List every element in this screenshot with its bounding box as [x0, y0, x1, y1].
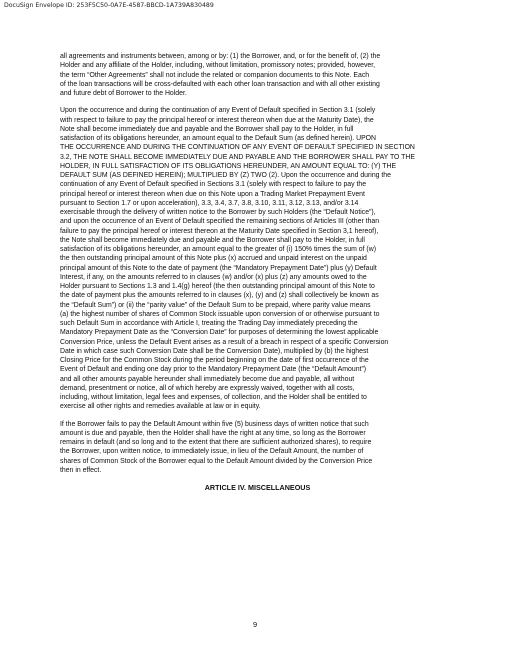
article-heading: ARTICLE IV. MISCELLANEOUS: [204, 483, 311, 492]
page-number: 9: [252, 620, 258, 629]
paragraph-other-agreements: all agreements and instruments between, among or by: (1) the Borrower, and, or for the benefit of, (2) the Holder and any affiliate of the Holder, including, without limitation, promissory notes; provided, however, the term “Other Agreements” shall not include the related or companion documents to this Note. Each of the loan transactions will be cross-defaulted with each other loan transaction and with all other existing and future debt of Borrower to the Holder.: [60, 53, 381, 97]
envelope-id: DocuSign Envelope ID: 253F5C50-0A7E-4587-BBCD-1A739A830489: [4, 2, 214, 9]
document-body: [60, 52, 455, 492]
paragraph-default-remedies: Upon the occurrence and during the continuation of any Event of Default specified in Section 3.1 (solely with respect to failure to pay the principal hereof or interest thereon when due at the Maturity Date), the Note shall become immediately due and payable and the Borrower shall pay to the Holder, in full satisfaction of its obligations hereunder, an amount equal to the Default Sum (as defined herein). UPON THE OCCURRENCE AND DURING THE CONTINUATION OF ANY EVENT OF DEFAULT SPECIFIED IN SECTION 3.2, THE NOTE SHALL BECOME IMMEDIATELY DUE AND PAYABLE AND THE BORROWER SHALL PAY TO THE HOLDER, IN FULL SATISFACTION OF ITS OBLIGATIONS HEREUNDER, AN AMOUNT EQUAL TO: (Y) THE DEFAULT SUM (AS DEFINED HEREIN); MULTIPLIED BY (Z) TWO (2). Upon the occurrence and during the continuation of any Event of Default specified in Sections 3.1 (solely with respect to failure to pay the principal hereof or interest thereon when due on this Note upon a Trading Market Prepayment Event pursuant to Section 1.7 or upon acceleration), 3.3, 3.4, 3.7, 3.8, 3.10, 3.11, 3.12, 3.13, and/or 3.14 exercisable through the delivery of written notice to the Borrower by such Holders (the “Default Notice”), and upon the occurrence of an Event of Default specified the remaining sections of Articles III (other than failure to pay the principal hereof or interest thereon at the Maturity Date specified in Section 3,1 hereof), the Note shall become immediately due and payable and the Borrower shall pay to the Holder, in full satisfaction of its obligations hereunder, an amount equal to the greater of (i) 150% times the sum of (w) the then outstanding principal amount of this Note plus (x) accrued and unpaid interest on the unpaid principal amount of this Note to the date of payment (the “Mandatory Prepayment Date”) plus (y) Default Interest, if any, on the amounts referred to in clauses (w) and/or (x) plus (z) any amounts owed to the Holder pursuant to Sections 1.3 and 1.4(g) hereof (the then outstanding principal amount of this Note to the date of payment plus the amounts referred to in clauses (x), (y) and (z) shall collectively be known as the “Default Sum”) or (ii) the “parity value” of the Default Sum to be prepaid, where parity value means (a) the highest number of shares of Common Stock issuable upon conversion of or otherwise pursuant to such Default Sum in accordance with Article I, treating the Trading Day immediately preceding the Mandatory Prepayment Date as the “Conversion Date” for purposes of determining the lowest applicable Conversion Price, unless the Default Event arises as a result of a breach in respect of a specific Conversion Date in which case such Conversion Date shall be the Conversion Date), multiplied by (b) the highest Closing Price for the Common Stock during the period beginning on the date of first occurrence of the Event of Default and ending one day prior to the Mandatory Prepayment Date (the “Default Amount”) and all other amounts payable hereunder shall immediately become due and payable, all without demand, presentment or notice, all of which hereby are expressly waived, together with all costs, including, without limitation, legal fees and expenses, of collection, and the Holder shall be entitled to exercise all other rights and remedies available at law or in equity.: [60, 107, 415, 411]
paragraph-default-amount-failure: If the Borrower fails to pay the Default Amount within five (5) business days of written notice that such amount is due and payable, then the Holder shall have the right at any time, so long as the Borrower remains in default (and so long and to the extent that there are sufficient authorized shares), to require the Borrower, upon written notice, to immediately issue, in lieu of the Default Amount, the number of shares of Common Stock of the Borrower equal to the Default Amount divided by the Conversion Price then in effect.: [60, 420, 373, 474]
